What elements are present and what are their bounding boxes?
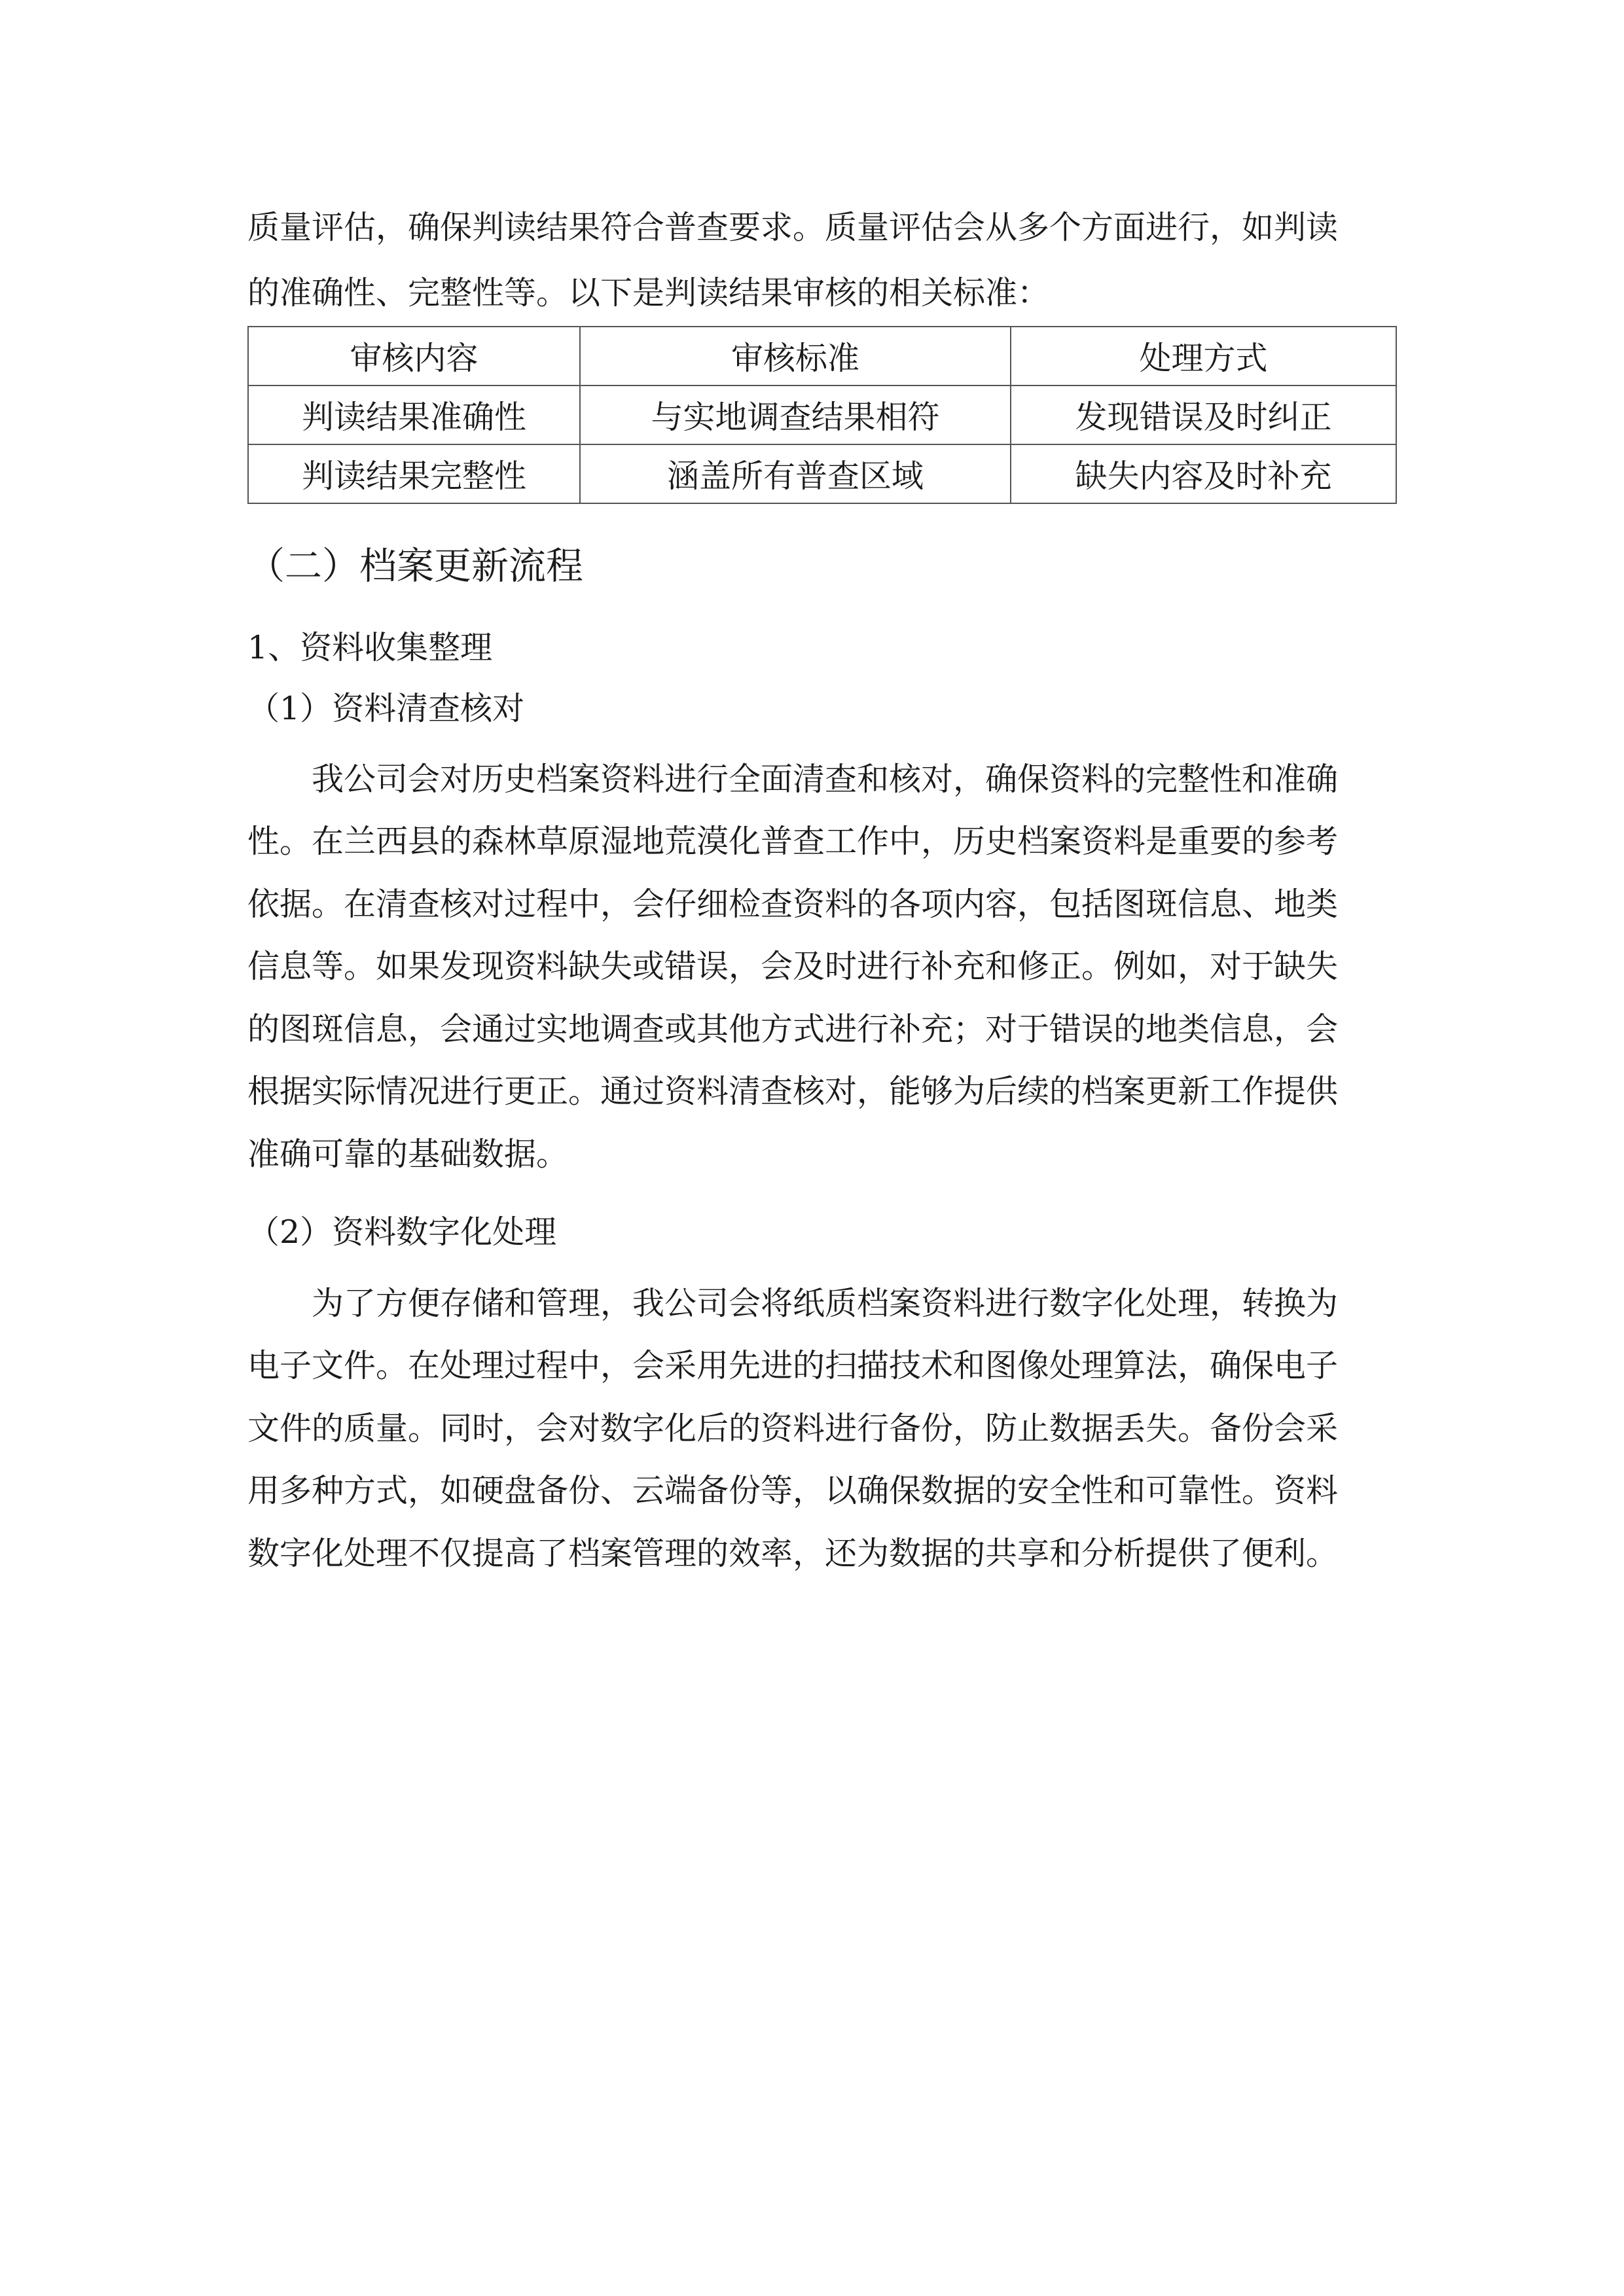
section-heading: （二）档案更新流程 <box>247 545 583 588</box>
table-cell: 涵盖所有普查区域 <box>580 444 1011 503</box>
subsection-heading: 1、资料收集整理 <box>247 629 493 666</box>
paragraph-line: 的图斑信息，会通过实地调查或其他方式进行补充；对于错误的地类信息，会 <box>247 1011 1339 1048</box>
paragraph-line: 信息等。如果发现资料缺失或错误，会及时进行补充和修正。例如，对于缺失 <box>247 948 1339 985</box>
paragraph-line: 文件的质量。同时，会对数字化后的资料进行备份，防止数据丢失。备份会采 <box>247 1410 1339 1447</box>
table-cell: 发现错误及时纠正 <box>1011 386 1396 444</box>
paragraph-line: 用多种方式，如硬盘备份、云端备份等，以确保数据的安全性和可靠性。资料 <box>247 1472 1339 1509</box>
review-standards-table <box>247 326 1397 504</box>
table-cell: 缺失内容及时补充 <box>1011 444 1396 503</box>
paragraph-line: 依据。在清查核对过程中，会仔细检查资料的各项内容，包括图斑信息、地类 <box>247 886 1339 923</box>
paragraph-line: 数字化处理不仅提高了档案管理的效率，还为数据的共享和分析提供了便利。 <box>247 1535 1339 1572</box>
table-header-row <box>248 327 1396 386</box>
item1-heading: （1）资料清查核对 <box>247 690 525 727</box>
table-header-cell: 审核内容 <box>248 327 580 386</box>
table-row <box>248 386 1396 444</box>
paragraph-line: 电子文件。在处理过程中，会采用先进的扫描技术和图像处理算法，确保电子 <box>247 1347 1339 1384</box>
paragraph-line: 准确可靠的基础数据。 <box>247 1136 569 1173</box>
paragraph-line: 为了方便存储和管理，我公司会将纸质档案资料进行数字化处理，转换为 <box>312 1285 1339 1322</box>
item2-heading: （2）资料数字化处理 <box>247 1213 557 1251</box>
table-header-cell: 处理方式 <box>1011 327 1396 386</box>
table-header-cell: 审核标准 <box>580 327 1011 386</box>
table-cell: 判读结果完整性 <box>248 444 580 503</box>
paragraph-line: 我公司会对历史档案资料进行全面清查和核对，确保资料的完整性和准确 <box>312 761 1339 798</box>
paragraph-line: 性。在兰西县的森林草原湿地荒漠化普查工作中，历史档案资料是重要的参考 <box>247 823 1339 860</box>
intro-line-1: 质量评估，确保判读结果符合普查要求。质量评估会从多个方面进行，如判读 <box>247 209 1339 246</box>
table-row <box>248 444 1396 503</box>
paragraph-line: 根据实际情况进行更正。通过资料清查核对，能够为后续的档案更新工作提供 <box>247 1073 1339 1110</box>
table-cell: 判读结果准确性 <box>248 386 580 444</box>
intro-line-2: 的准确性、完整性等。以下是判读结果审核的相关标准： <box>247 274 1050 312</box>
table-cell: 与实地调查结果相符 <box>580 386 1011 444</box>
